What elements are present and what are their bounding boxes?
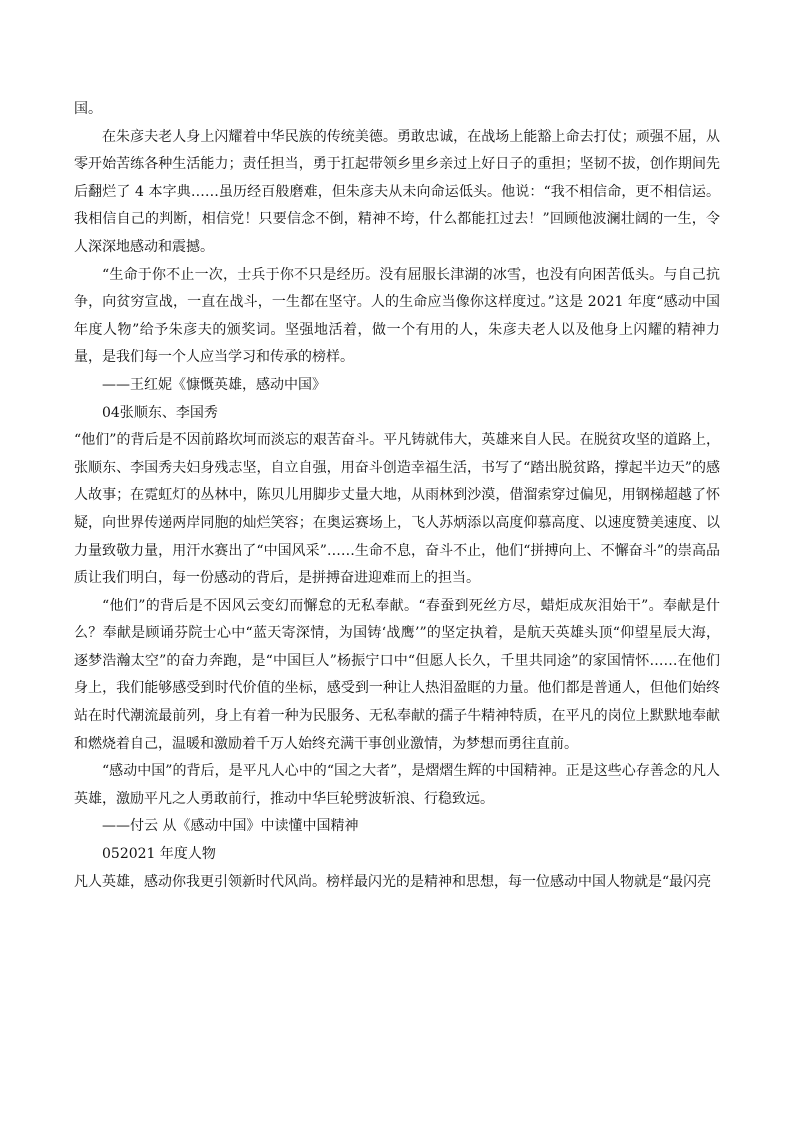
paragraph-zhu-yanfu-virtues: 在朱彦夫老人身上闪耀着中华民族的传统美德。勇敢忠诚，在战场上能豁上命去打仗；顽强不屈，从零开始苦练各种生活能力；责任担当，勇于扛起带领乡里乡亲过上好日子的重担；坚韧不拔，创作期间先后翻烂了 4 本字典……虽历经百般磨难，但朱彦夫从未向命运低头。他说：“我不相信命，更不相信运。我相信自己的判断，相信党！只要信念不倒，精神不垮，什么都能扛过去！”回顾他波澜壮阔的一生，令人深深地感动和震撼。: [74, 128, 720, 255]
paragraph-award-citation: “生命于你不止一次，士兵于你不只是经历。没有屈服长津湖的冰雪，也没有向困苦低头。与自己抗争，向贫穷宣战，一直在战斗，一生都在坚守。人的生命应当像你这样度过。”这是 2021 年度“感动中国年度人物”给予朱彦夫的颁奖词。坚强地活着，做一个有用的人，朱彦夫老人以及他身上闪耀的精神力量，是我们每一个人应当学习和传承的榜样。: [74, 266, 720, 366]
paragraph-hard-struggle: “他们”的背后是不因前路坎坷而淡忘的艰苦奋斗。平凡铸就伟大，英雄来自人民。在脱贫攻坚的道路上，张顺东、李国秀夫妇身残志坚，自立自强，用奋斗创造幸福生活，书写了“踏出脱贫路，撑起半边天”的感人故事；在霓虹灯的丛林中，陈贝儿用脚步丈量大地，从雨林到沙漠，借溜索穿过偏见，用钢梯超越了怀疑，向世界传递两岸同胞的灿烂笑容；在奥运赛场上，飞人苏炳添以高度仰慕高度、以速度赞美速度、以力量致敬力量，用汗水赛出了“中国风采”……生命不息，奋斗不止，他们“拼搏向上、不懈奋斗”的崇高品质让我们明白，每一份感动的背后，是拼搏奋进迎难而上的担当。: [74, 432, 720, 587]
paragraph-selfless-dedication: “他们”的背后是不因风云变幻而懈怠的无私奉献。“春蚕到死丝方尽，蜡炬成灰泪始干”。奉献是什么？奉献是顾诵芬院士心中“蓝天寄深情，为国铸‘战鹰’”的坚定执着，是航天英雄头顶“仰望星辰大海，逐梦浩瀚太空”的奋力奔跑，是“中国巨人”杨振宁口中“但愿人长久，千里共同途”的家国情怀……在他们身上，我们能够感受到时代价值的坐标，感受到一种让人热泪盈眶的力量。他们都是普通人，但他们始终站在时代潮流最前列，身上有着一种为民服务、无私奉献的孺子牛精神特质，在平凡的岗位上默默地奉献和燃烧着自己，温暖和激励着千万人始终充满干事创业激情，为梦想而勇往直前。: [74, 597, 720, 752]
paragraph-continuation: 国。: [74, 101, 102, 117]
paragraph-chinese-spirit: “感动中国”的背后，是平凡人心中的“国之大者”，是熠熠生辉的中国精神。正是这些心存善念的凡人英雄，激励平凡之人勇敢前行，推动中华巨轮劈波斩浪、行稳致远。: [74, 763, 720, 807]
section-heading-04: 04张顺东、李国秀: [102, 404, 218, 421]
document-page: [74, 96, 720, 896]
source-attribution-2: ——付云 从《感动中国》中读懂中国精神: [102, 818, 359, 835]
section-heading-05: 052021 年度人物: [102, 846, 216, 863]
paragraph-ordinary-heroes: 凡人英雄，感动你我更引领新时代风尚。榜样最闪光的是精神和思想，每一位感动中国人物就是“最闪亮: [74, 873, 712, 890]
source-attribution-1: ——王红妮《慷慨英雄，感动中国》: [102, 376, 326, 393]
